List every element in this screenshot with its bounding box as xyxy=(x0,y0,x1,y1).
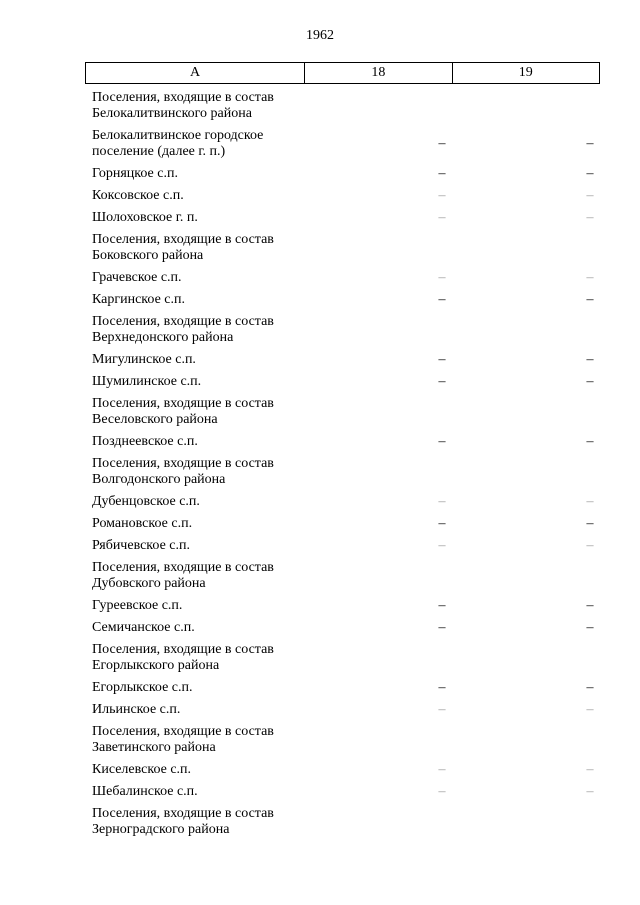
settlement-label: Шебалинское с.п. xyxy=(92,784,198,799)
value-col-19: – xyxy=(586,166,594,181)
district-group-row xyxy=(0,230,640,268)
value-col-18: – xyxy=(438,352,446,367)
settlement-row xyxy=(0,596,640,618)
column-header-19: 19 xyxy=(452,63,599,84)
settlement-label: Каргинское с.п. xyxy=(92,292,185,307)
settlement-row xyxy=(0,678,640,700)
district-group-row xyxy=(0,394,640,432)
district-group-label: Поселения, входящие в состав Белокалитвинского района xyxy=(92,90,274,121)
value-col-19: – xyxy=(586,516,594,531)
district-group-row xyxy=(0,722,640,760)
page-number: 1962 xyxy=(306,28,334,43)
settlement-row xyxy=(0,268,640,290)
settlement-label: Шолоховское г. п. xyxy=(92,210,198,225)
settlement-label: Грачевское с.п. xyxy=(92,270,182,285)
value-col-18: – xyxy=(438,680,446,695)
settlement-label: Гуреевское с.п. xyxy=(92,598,183,613)
settlement-label: Позднеевское с.п. xyxy=(92,434,198,449)
settlement-row xyxy=(0,350,640,372)
district-group-label: Поселения, входящие в состав Веселовского района xyxy=(92,396,274,427)
settlement-label: Рябичевское с.п. xyxy=(92,538,190,553)
settlement-row xyxy=(0,618,640,640)
settlement-label: Егорлыкское с.п. xyxy=(92,680,193,695)
value-col-19: – xyxy=(586,494,594,509)
value-col-18: – xyxy=(438,434,446,449)
district-group-row xyxy=(0,454,640,492)
district-group-label: Поселения, входящие в состав Дубовского района xyxy=(92,560,274,591)
value-col-19: – xyxy=(586,136,594,151)
district-group-label: Поселения, входящие в состав Зерноградского района xyxy=(92,806,274,837)
settlement-row xyxy=(0,432,640,454)
settlement-label: Горняцкое с.п. xyxy=(92,166,178,181)
district-group-label: Поселения, входящие в состав Боковского района xyxy=(92,232,274,263)
table-body xyxy=(0,88,640,842)
value-col-18: – xyxy=(438,292,446,307)
district-group-label: Поселения, входящие в состав Егорлыкского района xyxy=(92,642,274,673)
value-col-18: – xyxy=(438,598,446,613)
value-col-19: – xyxy=(586,374,594,389)
settlement-row xyxy=(0,700,640,722)
value-col-18: – xyxy=(438,538,446,553)
value-col-18: – xyxy=(438,516,446,531)
value-col-18: – xyxy=(438,702,446,717)
value-col-19: – xyxy=(586,620,594,635)
value-col-19: – xyxy=(586,702,594,717)
value-col-18: – xyxy=(438,374,446,389)
settlement-label: Романовское с.п. xyxy=(92,516,193,531)
settlement-label: Мигулинское с.п. xyxy=(92,352,196,367)
district-group-row xyxy=(0,558,640,596)
district-group-row xyxy=(0,640,640,678)
district-group-label: Поселения, входящие в состав Верхнедонского района xyxy=(92,314,274,345)
settlement-label: Белокалитвинское городское поселение (далее г. п.) xyxy=(92,128,264,159)
value-col-19: – xyxy=(586,784,594,799)
value-col-19: – xyxy=(586,188,594,203)
settlement-row xyxy=(0,372,640,394)
value-col-18: – xyxy=(438,494,446,509)
value-col-19: – xyxy=(586,352,594,367)
settlement-label: Киселевское с.п. xyxy=(92,762,192,777)
district-group-row xyxy=(0,804,640,842)
settlement-row xyxy=(0,290,640,312)
value-col-18: – xyxy=(438,620,446,635)
value-col-19: – xyxy=(586,598,594,613)
settlement-label: Семичанское с.п. xyxy=(92,620,195,635)
value-col-19: – xyxy=(586,292,594,307)
column-header-18: 18 xyxy=(305,63,452,84)
value-col-18: – xyxy=(438,270,446,285)
value-col-18: – xyxy=(438,762,446,777)
district-group-label: Поселения, входящие в состав Волгодонского района xyxy=(92,456,274,487)
district-group-label: Поселения, входящие в состав Заветинского района xyxy=(92,724,274,755)
settlement-label: Дубенцовское с.п. xyxy=(92,494,200,509)
value-col-18: – xyxy=(438,784,446,799)
value-col-19: – xyxy=(586,434,594,449)
table-header xyxy=(85,62,600,84)
settlement-row xyxy=(0,186,640,208)
settlement-row xyxy=(0,782,640,804)
settlement-label: Коксовское с.п. xyxy=(92,188,184,203)
settlement-label: Шумилинское с.п. xyxy=(92,374,202,389)
settlement-row xyxy=(0,492,640,514)
district-group-row xyxy=(0,88,640,126)
value-col-19: – xyxy=(586,762,594,777)
value-col-19: – xyxy=(586,210,594,225)
value-col-19: – xyxy=(586,270,594,285)
settlement-row xyxy=(0,514,640,536)
district-group-row xyxy=(0,312,640,350)
column-header-a: А xyxy=(86,63,305,84)
settlement-row xyxy=(0,760,640,782)
value-col-18: – xyxy=(438,188,446,203)
value-col-19: – xyxy=(586,680,594,695)
settlement-row xyxy=(0,126,640,164)
value-col-18: – xyxy=(438,210,446,225)
value-col-18: – xyxy=(438,136,446,151)
value-col-19: – xyxy=(586,538,594,553)
settlement-row xyxy=(0,536,640,558)
settlement-row xyxy=(0,208,640,230)
settlement-row xyxy=(0,164,640,186)
value-col-18: – xyxy=(438,166,446,181)
settlement-label: Ильинское с.п. xyxy=(92,702,181,717)
